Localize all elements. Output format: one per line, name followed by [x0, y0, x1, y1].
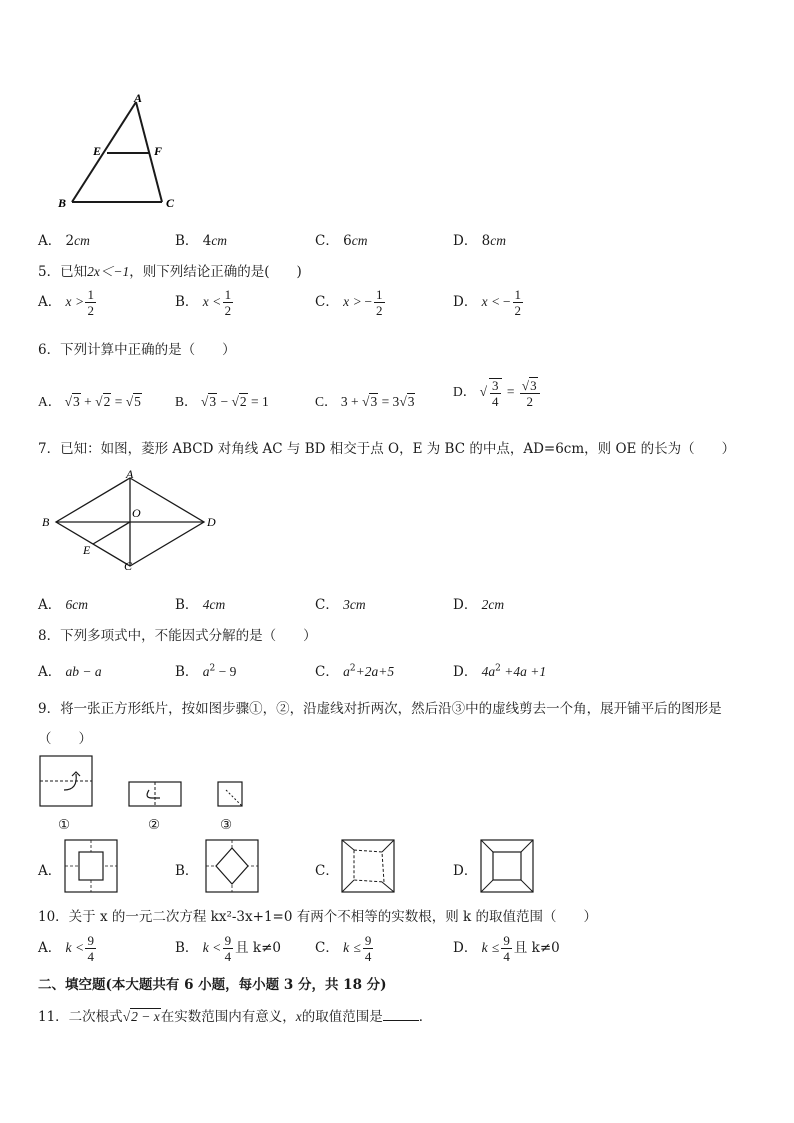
- q7-option-c-value: 3cm: [343, 597, 366, 612]
- q10-c-op: ≤: [353, 940, 361, 955]
- rh-label-d: D: [207, 515, 216, 529]
- q9-option-b-figure[interactable]: [204, 838, 260, 894]
- q5-c-den: 2: [376, 303, 383, 318]
- q5-option-a[interactable]: [38, 288, 98, 317]
- q7-option-b-value: 4cm: [202, 597, 226, 612]
- q9-option-c[interactable]: [315, 859, 339, 879]
- tri-label-c: C: [166, 196, 175, 210]
- q5-option-c-letter: C．: [315, 294, 339, 310]
- rh-label-e: E: [83, 543, 91, 557]
- q5-a-fraction: [85, 288, 96, 317]
- q4-unit: cm: [490, 233, 506, 248]
- q6-b-radicand-2: 2: [239, 394, 247, 409]
- q5-d-num: 1: [514, 287, 522, 302]
- q9-option-c-letter: C．: [315, 863, 339, 879]
- q6-stem: 6．下列计算中正确的是（ ）: [38, 342, 236, 358]
- q6-d-result-fraction: $\frac{√3}{2}$: [520, 379, 540, 408]
- q8-option-a-value: ab − a: [65, 664, 102, 679]
- q10-option-a-letter: A．: [38, 940, 62, 956]
- q10-b-num: 9: [224, 933, 232, 948]
- q7-option-d[interactable]: [453, 593, 504, 613]
- q5-b-num: 1: [224, 287, 232, 302]
- q6-b-radicand-1: 3: [209, 394, 217, 409]
- q4-option-d-value: 8: [481, 233, 491, 249]
- q9-option-b-letter: B．: [175, 863, 199, 879]
- q5-option-c[interactable]: [315, 288, 387, 317]
- q10-b-op: <: [213, 940, 221, 955]
- q9-option-a[interactable]: [38, 859, 61, 879]
- q5-option-b[interactable]: [175, 288, 235, 317]
- q7-option-a-value: 6cm: [65, 597, 89, 612]
- q10-option-c-letter: C．: [315, 940, 339, 956]
- q6-option-a[interactable]: A． √3 + √2 = √5: [38, 394, 141, 409]
- q8-option-d-letter: D．: [453, 664, 478, 680]
- q6-c-pre: 3 +: [340, 394, 359, 409]
- q6-a-radicand-1: 3: [73, 394, 80, 409]
- q5-stem-math: 2x＜−1: [87, 264, 130, 279]
- q6-c-radicand-2: 3: [407, 394, 415, 409]
- q5-option-a-letter: A．: [38, 294, 62, 310]
- q5-option-d-letter: D．: [453, 294, 478, 310]
- q8-stem: 8．下列多项式中，不能因式分解的是（ ）: [38, 628, 317, 644]
- q10-a-den: 4: [87, 949, 94, 964]
- step1-label: ①: [58, 817, 71, 833]
- q10-c-k: k: [343, 940, 350, 955]
- step3-label: ③: [220, 817, 233, 833]
- q8-option-d[interactable]: [453, 660, 546, 680]
- q6-d-den: 4: [492, 394, 499, 409]
- q10-option-d[interactable]: [453, 934, 560, 963]
- rh-label-a: A: [126, 468, 134, 481]
- q4-option-c-value: 6: [343, 233, 352, 249]
- q10-d-and-ne: 且 k≠0: [513, 940, 560, 956]
- step2-label: ②: [148, 817, 161, 833]
- q4-option-a-letter: A．: [38, 233, 62, 249]
- q10-d-op: ≤: [491, 940, 500, 955]
- q10-a-k: k: [65, 940, 72, 955]
- q5-b-op: <: [213, 294, 221, 309]
- q6-a-eq: =: [114, 394, 123, 409]
- q5-b-x: x: [202, 294, 209, 309]
- q10-b-fraction: [223, 934, 234, 963]
- q8-c-base: a: [343, 664, 350, 679]
- q6-d-fraction: [489, 378, 502, 408]
- q11-end: ．: [418, 1009, 433, 1025]
- q10-option-a[interactable]: [38, 934, 98, 963]
- q8-c-rest: +2a+5: [355, 664, 395, 679]
- q5-stem-pre: 5．已知: [38, 264, 88, 280]
- q9-option-d-letter: D．: [453, 863, 478, 879]
- q4-option-b[interactable]: [175, 229, 227, 249]
- q9-option-d-figure[interactable]: [479, 838, 535, 894]
- q6-option-c[interactable]: C． 3 + √3 = 3√3: [315, 394, 415, 409]
- q6-a-radicand-3: 5: [134, 394, 141, 409]
- q8-d-rest: +4a +1: [500, 664, 547, 679]
- q7-stem: 7．已知：如图，菱形 ABCD 对角线 AC 与 BD 相交于点 O，E 为 BC 的中点，AD=6cm，则 OE 的长为（ ）: [38, 441, 736, 457]
- q10-option-b[interactable]: [175, 934, 281, 963]
- q5-a-op: >: [75, 294, 84, 309]
- q11-stem: [38, 1005, 432, 1025]
- q5-stem-post: ，则下列结论正确的是( ): [129, 264, 302, 280]
- q10-option-b-letter: B．: [175, 940, 199, 956]
- q5-b-fraction: [223, 288, 234, 317]
- q6-option-d[interactable]: D． √ $\frac{3}{4}$ = $\frac{√3}{2}$: [453, 378, 542, 408]
- q5-d-x: x: [481, 294, 488, 309]
- step2-fold-arrow: [147, 790, 160, 798]
- q6-c-radicand-1: 3: [370, 394, 378, 409]
- q10-a-fraction: [85, 934, 96, 963]
- section-title: 二、填空题(本大题共有 6 小题，每小题 3 分，共 18 分): [38, 977, 387, 993]
- q10-d-k: k: [481, 940, 488, 955]
- q6-option-d-letter: D．: [453, 384, 477, 400]
- q9-option-b[interactable]: [175, 859, 198, 879]
- q6-d-result-den: 2: [526, 393, 533, 409]
- q4-unit: cm: [351, 233, 368, 248]
- q10-a-op: <: [75, 940, 84, 955]
- q9-stem: 9．将一张正方形纸片，按如图步骤①，②，沿虚线对折两次，然后沿③中的虚线剪去一个角，展开铺平后的图形是: [38, 701, 722, 717]
- q8-d-pre: 4a: [481, 664, 496, 679]
- q4-option-c[interactable]: [315, 229, 367, 249]
- q6-a-radicand-2: 2: [103, 394, 111, 409]
- q6-c-eq: = 3: [381, 394, 400, 409]
- rh-label-c: C: [124, 559, 133, 573]
- q9-option-a-figure[interactable]: [63, 838, 119, 894]
- q5-b-den: 2: [224, 303, 232, 318]
- q11-post2: 的取值范围是: [301, 1009, 383, 1025]
- tri-label-e: E: [93, 144, 102, 158]
- q4-option-a[interactable]: [38, 229, 90, 249]
- q4-unit: cm: [74, 233, 90, 248]
- q5-a-x: x: [65, 294, 72, 309]
- q10-b-and-ne: 且 k≠0: [235, 940, 282, 956]
- q10-b-den: 4: [224, 949, 232, 964]
- q9-option-c-figure[interactable]: [340, 838, 396, 894]
- q7-option-d-value: 2cm: [481, 597, 505, 612]
- q9-paren: （ ）: [38, 731, 92, 747]
- q6-d-num: 3: [492, 378, 499, 393]
- q7-option-b-letter: B．: [175, 597, 199, 613]
- q11-radicand: 2 − x: [131, 1009, 160, 1024]
- rh-label-b: B: [42, 515, 50, 529]
- q5-d-den: 2: [514, 303, 522, 318]
- q8-b-exp: 2: [209, 663, 216, 674]
- q10-d-num: 9: [503, 933, 510, 948]
- folding-steps-figure: [36, 752, 256, 812]
- segment-oe: [93, 522, 130, 544]
- q10-d-fraction: [501, 934, 512, 963]
- q8-option-a-letter: A．: [38, 664, 62, 680]
- q7-option-a-letter: A．: [38, 597, 62, 613]
- q8-option-b-letter: B．: [175, 664, 199, 680]
- q8-b-base: a: [202, 664, 210, 679]
- q6-option-b-letter: B．: [175, 394, 198, 409]
- q11-answer-blank[interactable]: [383, 1020, 419, 1021]
- q4-option-c-letter: C．: [315, 233, 339, 249]
- q6-b-eq: = 1: [250, 394, 269, 409]
- q7-option-c[interactable]: [315, 593, 366, 613]
- q7-option-b[interactable]: [175, 593, 225, 613]
- rh-label-o: O: [132, 506, 141, 520]
- q10-option-d-letter: D．: [453, 940, 478, 956]
- q8-option-c-letter: C．: [315, 664, 339, 680]
- q5-d-fraction: [513, 288, 524, 317]
- q5-stem: [38, 260, 302, 280]
- q6-option-c-letter: C．: [315, 394, 338, 409]
- q7-option-c-letter: C．: [315, 597, 339, 613]
- q10-c-den: 4: [364, 949, 372, 964]
- q4-option-d-letter: D．: [453, 233, 478, 249]
- q5-c-op: > −: [353, 294, 373, 309]
- rhombus-figure: [36, 468, 226, 578]
- q5-a-den: 2: [87, 303, 94, 318]
- triangle-figure: [54, 90, 184, 215]
- q8-c-exp: 2: [349, 663, 356, 674]
- q8-option-b[interactable]: [175, 660, 236, 680]
- q8-b-rest: − 9: [215, 664, 237, 679]
- q4-option-b-letter: B．: [175, 233, 199, 249]
- q5-c-x: x: [343, 294, 350, 309]
- q10-stem: 10．关于 x 的一元二次方程 kx²-3x+1=0 有两个不相等的实数根，则 k 的取值范围（ ）: [38, 909, 597, 925]
- q8-d-exp: 2: [495, 663, 501, 674]
- q10-c-fraction: [363, 934, 374, 963]
- q5-option-b-letter: B．: [175, 294, 199, 310]
- q7-option-d-letter: D．: [453, 597, 478, 613]
- q9-option-d[interactable]: [453, 859, 477, 879]
- q5-option-d[interactable]: [453, 288, 525, 317]
- tri-label-a: A: [134, 91, 143, 105]
- q4-option-a-value: 2: [65, 233, 75, 249]
- q5-a-num: 1: [87, 287, 94, 302]
- q10-d-den: 4: [503, 949, 510, 964]
- q9-option-a-letter: A．: [38, 863, 62, 879]
- q10-option-c[interactable]: [315, 934, 375, 963]
- q10-a-num: 9: [87, 933, 94, 948]
- q4-option-b-value: 4: [202, 233, 212, 249]
- q4-unit: cm: [211, 233, 228, 248]
- tri-label-b: B: [58, 196, 67, 210]
- step3-cut-line: [226, 790, 242, 806]
- q10-b-k: k: [202, 940, 209, 955]
- q6-a-plus: +: [84, 394, 92, 409]
- q6-b-minus: −: [220, 394, 229, 409]
- q11-post: 在实数范围内有意义，: [160, 1009, 296, 1025]
- q11-x: x: [295, 1009, 302, 1024]
- q6-d-result-num: 3: [530, 377, 537, 393]
- q10-c-num: 9: [364, 933, 372, 948]
- q5-c-fraction: [374, 288, 385, 317]
- q5-d-op: < −: [491, 294, 511, 309]
- q11-pre: 11．二次根式: [38, 1009, 123, 1025]
- q6-option-a-letter: A．: [38, 394, 62, 409]
- q8-option-c[interactable]: [315, 660, 394, 680]
- q4-option-d[interactable]: [453, 229, 506, 249]
- q5-c-num: 1: [376, 287, 383, 302]
- q6-option-b[interactable]: B． √3 − √2 = 1: [175, 394, 269, 409]
- q8-option-a[interactable]: [38, 660, 102, 680]
- q6-d-eq: =: [506, 384, 515, 400]
- q7-option-a[interactable]: [38, 593, 88, 613]
- q11-radical: √2 − x: [122, 1009, 160, 1024]
- tri-label-f: F: [154, 144, 163, 158]
